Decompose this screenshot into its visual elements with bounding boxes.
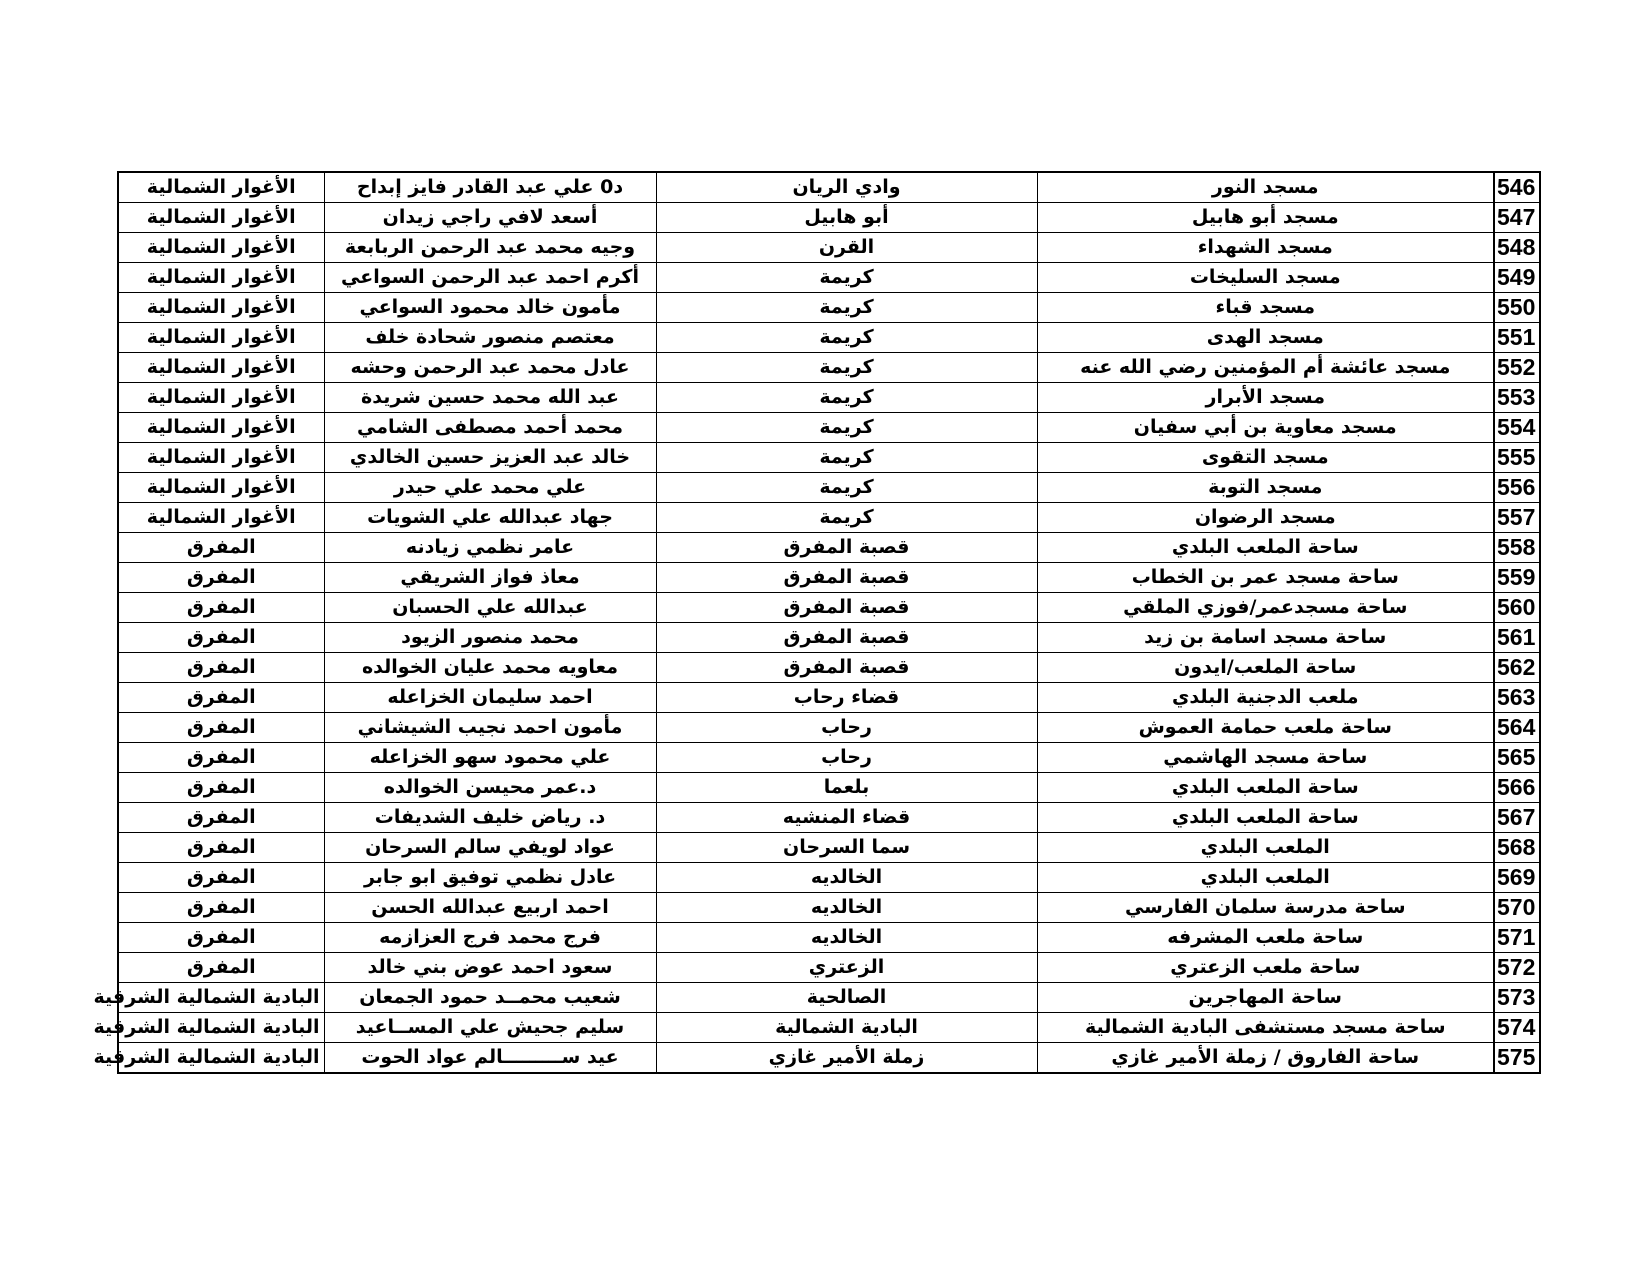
area-name: كريمة xyxy=(656,263,1037,293)
area-name: الزعتري xyxy=(656,953,1037,983)
table-row xyxy=(118,563,1540,593)
table-row xyxy=(118,923,1540,953)
governorate: المفرق xyxy=(118,593,324,623)
row-number: 550 xyxy=(1494,293,1540,323)
area-name: الصالحية xyxy=(656,983,1037,1013)
row-number: 548 xyxy=(1494,233,1540,263)
row-number: 549 xyxy=(1494,263,1540,293)
table-row xyxy=(118,203,1540,233)
person-name: أكرم احمد عبد الرحمن السواعي xyxy=(324,263,656,293)
row-number: 556 xyxy=(1494,473,1540,503)
row-number: 575 xyxy=(1494,1043,1540,1074)
site-name: ساحة مسجد اسامة بن زيد xyxy=(1037,623,1494,653)
table-row xyxy=(118,803,1540,833)
area-name: الخالديه xyxy=(656,863,1037,893)
person-name: خالد عبد العزيز حسين الخالدي xyxy=(324,443,656,473)
row-number: 570 xyxy=(1494,893,1540,923)
table-row xyxy=(118,833,1540,863)
person-name: أسعد لافي راجي زيدان xyxy=(324,203,656,233)
person-name: معاويه محمد عليان الخوالده xyxy=(324,653,656,683)
area-name: كريمة xyxy=(656,293,1037,323)
table-row xyxy=(118,863,1540,893)
row-number: 571 xyxy=(1494,923,1540,953)
site-name: مسجد الهدى xyxy=(1037,323,1494,353)
table-row xyxy=(118,172,1540,203)
table-row xyxy=(118,983,1540,1013)
person-name: مأمون احمد نجيب الشيشاني xyxy=(324,713,656,743)
governorate: المفرق xyxy=(118,623,324,653)
row-number: 553 xyxy=(1494,383,1540,413)
person-name: مأمون خالد محمود السواعي xyxy=(324,293,656,323)
table-body xyxy=(93,172,1540,1073)
row-number: 555 xyxy=(1494,443,1540,473)
site-name: الملعب البلدي xyxy=(1037,863,1494,893)
table-row xyxy=(118,383,1540,413)
governorate: الأغوار الشمالية xyxy=(118,473,324,503)
area-name: كريمة xyxy=(656,503,1037,533)
site-name: ساحة ملعب المشرفه xyxy=(1037,923,1494,953)
table-row xyxy=(118,233,1540,263)
area-name: زملة الأمير غازي xyxy=(656,1043,1037,1074)
person-name: عبد الله محمد حسين شريدة xyxy=(324,383,656,413)
person-name: شعيب محمــد حمود الجمعان xyxy=(324,983,656,1013)
document-page xyxy=(93,171,1539,1074)
person-name: احمد سليمان الخزاعله xyxy=(324,683,656,713)
table-row xyxy=(118,413,1540,443)
area-name: كريمة xyxy=(656,443,1037,473)
person-name: عامر نظمي زيادنه xyxy=(324,533,656,563)
area-name: كريمة xyxy=(656,473,1037,503)
person-name: جهاد عبدالله علي الشويات xyxy=(324,503,656,533)
row-number: 573 xyxy=(1494,983,1540,1013)
row-number: 559 xyxy=(1494,563,1540,593)
governorate: المفرق xyxy=(118,833,324,863)
person-name: د0 علي عبد القادر فايز إبداح xyxy=(324,172,656,203)
site-name: مسجد الرضوان xyxy=(1037,503,1494,533)
row-number: 554 xyxy=(1494,413,1540,443)
governorate: الأغوار الشمالية xyxy=(118,293,324,323)
site-name: مسجد أبو هابيل xyxy=(1037,203,1494,233)
table-row xyxy=(118,443,1540,473)
table-row xyxy=(118,893,1540,923)
site-name: ساحة ملعب الزعتري xyxy=(1037,953,1494,983)
table-row xyxy=(118,953,1540,983)
row-number: 567 xyxy=(1494,803,1540,833)
governorate: الأغوار الشمالية xyxy=(118,233,324,263)
table-row xyxy=(118,323,1540,353)
site-name: ساحة مدرسة سلمان الفارسي xyxy=(1037,893,1494,923)
site-name: مسجد الأبرار xyxy=(1037,383,1494,413)
person-name: علي محمود سهو الخزاعله xyxy=(324,743,656,773)
site-name: ساحة الفاروق / زملة الأمير غازي xyxy=(1037,1043,1494,1074)
table-row xyxy=(118,653,1540,683)
table-row xyxy=(118,473,1540,503)
governorate: الأغوار الشمالية xyxy=(118,353,324,383)
table-row xyxy=(118,533,1540,563)
area-name: الخالديه xyxy=(656,923,1037,953)
person-name: وجيه محمد عبد الرحمن الربابعة xyxy=(324,233,656,263)
table-row xyxy=(118,743,1540,773)
governorate: الأغوار الشمالية xyxy=(118,503,324,533)
person-name: د. رياض خليف الشديفات xyxy=(324,803,656,833)
area-name: أبو هابيل xyxy=(656,203,1037,233)
table-row xyxy=(118,1043,1540,1074)
governorate: المفرق xyxy=(118,713,324,743)
row-number: 566 xyxy=(1494,773,1540,803)
governorate: المفرق xyxy=(118,803,324,833)
person-name: سعود احمد عوض بني خالد xyxy=(324,953,656,983)
person-name: عادل نظمي توفيق ابو جابر xyxy=(324,863,656,893)
site-name: مسجد عائشة أم المؤمنين رضي الله عنه xyxy=(1037,353,1494,383)
governorate: المفرق xyxy=(118,863,324,893)
area-name: كريمة xyxy=(656,413,1037,443)
site-name: ساحة ملعب حمامة العموش xyxy=(1037,713,1494,743)
area-name: سما السرحان xyxy=(656,833,1037,863)
row-number: 574 xyxy=(1494,1013,1540,1043)
site-name: مسجد النور xyxy=(1037,172,1494,203)
governorate: الأغوار الشمالية xyxy=(118,172,324,203)
row-number: 568 xyxy=(1494,833,1540,863)
area-name: كريمة xyxy=(656,353,1037,383)
governorate: المفرق xyxy=(118,683,324,713)
row-number: 552 xyxy=(1494,353,1540,383)
governorate: الأغوار الشمالية xyxy=(118,383,324,413)
table-row xyxy=(118,773,1540,803)
prayer-sites-table xyxy=(93,171,1541,1074)
area-name: قضاء رحاب xyxy=(656,683,1037,713)
site-name: ملعب الدجنية البلدي xyxy=(1037,683,1494,713)
site-name: ساحة مسجد مستشفى البادية الشمالية xyxy=(1037,1013,1494,1043)
area-name: بلعما xyxy=(656,773,1037,803)
site-name: ساحة المهاجرين xyxy=(1037,983,1494,1013)
area-name: قضاء المنشيه xyxy=(656,803,1037,833)
area-name: رحاب xyxy=(656,743,1037,773)
site-name: ساحة الملعب البلدي xyxy=(1037,533,1494,563)
governorate: المفرق xyxy=(118,923,324,953)
row-number: 546 xyxy=(1494,172,1540,203)
site-name: ساحة مسجد الهاشمي xyxy=(1037,743,1494,773)
site-name: مسجد السليخات xyxy=(1037,263,1494,293)
person-name: عبدالله علي الحسبان xyxy=(324,593,656,623)
area-name: وادي الريان xyxy=(656,172,1037,203)
site-name: مسجد معاوية بن أبي سفيان xyxy=(1037,413,1494,443)
person-name: سليم جحيش علي المســاعيد xyxy=(324,1013,656,1043)
row-number: 557 xyxy=(1494,503,1540,533)
area-name: كريمة xyxy=(656,323,1037,353)
governorate: المفرق xyxy=(118,953,324,983)
site-name: ساحة مسجدعمر/فوزي الملقي xyxy=(1037,593,1494,623)
row-number: 562 xyxy=(1494,653,1540,683)
governorate: الأغوار الشمالية xyxy=(118,443,324,473)
governorate: الأغوار الشمالية xyxy=(118,203,324,233)
governorate: الأغوار الشمالية xyxy=(118,263,324,293)
row-number: 558 xyxy=(1494,533,1540,563)
row-number: 547 xyxy=(1494,203,1540,233)
row-number: 569 xyxy=(1494,863,1540,893)
governorate: المفرق xyxy=(118,743,324,773)
row-number: 561 xyxy=(1494,623,1540,653)
row-number: 551 xyxy=(1494,323,1540,353)
table-row xyxy=(118,1013,1540,1043)
governorate: الأغوار الشمالية xyxy=(118,323,324,353)
row-number: 565 xyxy=(1494,743,1540,773)
person-name: محمد منصور الزيود xyxy=(324,623,656,653)
governorate: البادية الشمالية الشرقية xyxy=(118,1013,324,1043)
person-name: فرج محمد فرج العزازمه xyxy=(324,923,656,953)
row-number: 563 xyxy=(1494,683,1540,713)
person-name: عادل محمد عبد الرحمن وحشه xyxy=(324,353,656,383)
area-name: رحاب xyxy=(656,713,1037,743)
site-name: ساحة الملعب/ايدون xyxy=(1037,653,1494,683)
site-name: ساحة الملعب البلدي xyxy=(1037,803,1494,833)
person-name: د.عمر محيسن الخوالده xyxy=(324,773,656,803)
governorate: المفرق xyxy=(118,563,324,593)
row-number: 560 xyxy=(1494,593,1540,623)
area-name: قصبة المفرق xyxy=(656,623,1037,653)
site-name: الملعب البلدي xyxy=(1037,833,1494,863)
area-name: الخالديه xyxy=(656,893,1037,923)
person-name: علي محمد علي حيدر xyxy=(324,473,656,503)
site-name: مسجد التوبة xyxy=(1037,473,1494,503)
table-row xyxy=(118,503,1540,533)
table-row xyxy=(118,353,1540,383)
area-name: البادية الشمالية xyxy=(656,1013,1037,1043)
table-row xyxy=(118,263,1540,293)
person-name: معتصم منصور شحادة خلف xyxy=(324,323,656,353)
table-row xyxy=(118,683,1540,713)
site-name: ساحة مسجد عمر بن الخطاب xyxy=(1037,563,1494,593)
table-row xyxy=(118,593,1540,623)
row-number: 572 xyxy=(1494,953,1540,983)
governorate: المفرق xyxy=(118,893,324,923)
site-name: ساحة الملعب البلدي xyxy=(1037,773,1494,803)
table-row xyxy=(118,293,1540,323)
site-name: مسجد قباء xyxy=(1037,293,1494,323)
person-name: محمد أحمد مصطفى الشامي xyxy=(324,413,656,443)
governorate: المفرق xyxy=(118,773,324,803)
person-name: عيد ســـــــــالم عواد الحوت xyxy=(324,1043,656,1074)
area-name: قصبة المفرق xyxy=(656,653,1037,683)
area-name: قصبة المفرق xyxy=(656,593,1037,623)
area-name: قصبة المفرق xyxy=(656,563,1037,593)
governorate: البادية الشمالية الشرقية xyxy=(118,1043,324,1074)
table-row xyxy=(118,623,1540,653)
person-name: عواد لويفي سالم السرحان xyxy=(324,833,656,863)
governorate: الأغوار الشمالية xyxy=(118,413,324,443)
person-name: معاذ فواز الشريقي xyxy=(324,563,656,593)
area-name: قصبة المفرق xyxy=(656,533,1037,563)
governorate: البادية الشمالية الشرقية xyxy=(118,983,324,1013)
area-name: كريمة xyxy=(656,383,1037,413)
table-row xyxy=(118,713,1540,743)
row-number: 564 xyxy=(1494,713,1540,743)
governorate: المفرق xyxy=(118,533,324,563)
governorate: المفرق xyxy=(118,653,324,683)
person-name: احمد اربيع عبدالله الحسن xyxy=(324,893,656,923)
area-name: القرن xyxy=(656,233,1037,263)
site-name: مسجد الشهداء xyxy=(1037,233,1494,263)
site-name: مسجد التقوى xyxy=(1037,443,1494,473)
